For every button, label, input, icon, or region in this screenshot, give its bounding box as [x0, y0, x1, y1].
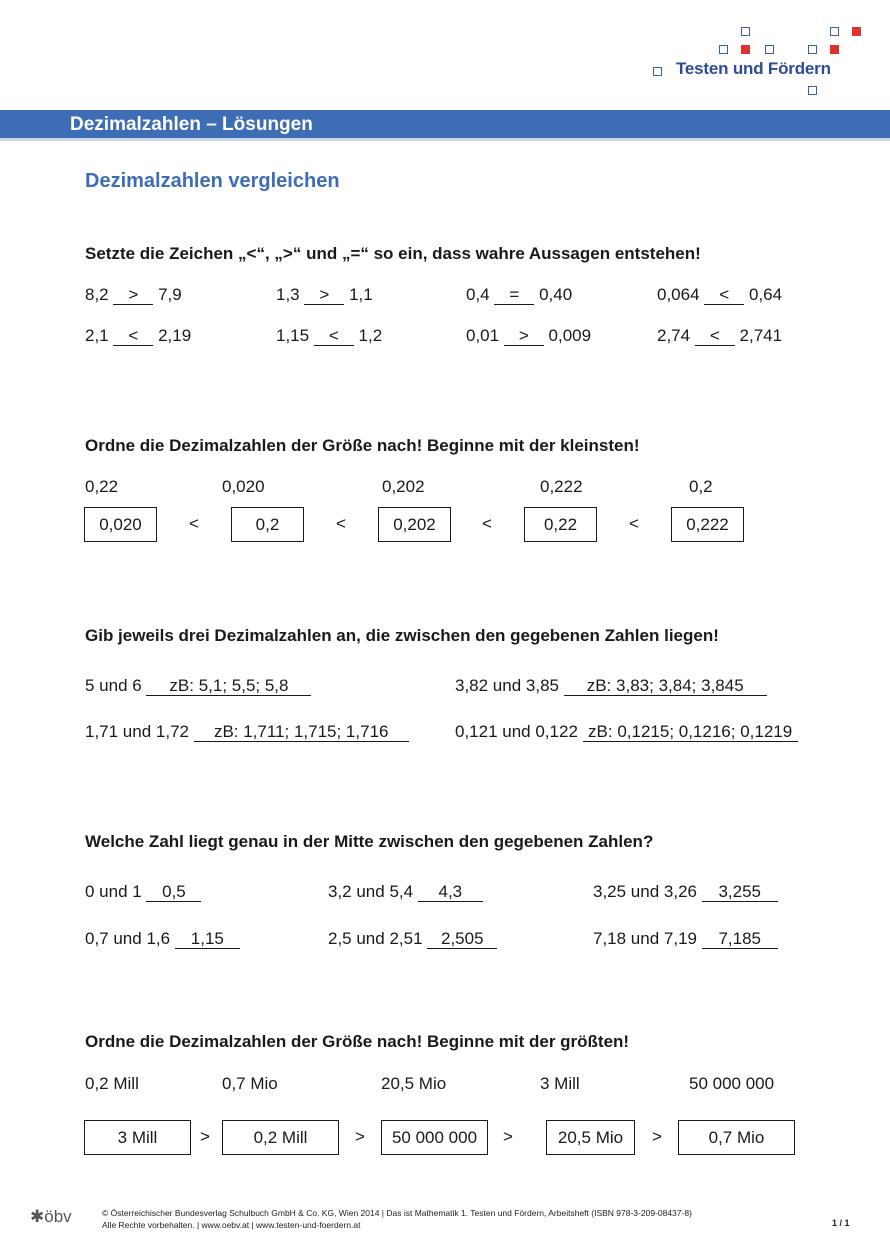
- between-label: 0,121 und 0,122: [455, 722, 583, 741]
- midpoint-answer: 0,5: [146, 882, 201, 902]
- comparison-right: 0,40: [534, 285, 573, 304]
- comparison-right: 7,9: [153, 285, 182, 304]
- between-label: 5 und 6: [85, 676, 147, 695]
- between-item: [455, 722, 798, 742]
- between-answer: zB: 3,83; 3,84; 3,845: [564, 676, 767, 696]
- comparison-left: 2,1: [85, 326, 114, 345]
- midpoint-label: 2,5 und 2,51: [328, 929, 428, 948]
- comparison-sign: <: [695, 326, 735, 346]
- answer-box: 0,7 Mio: [678, 1120, 795, 1155]
- footer-rights: Alle Rechte vorbehalten. | www.oebv.at | www.testen-und-foerdern.at: [102, 1220, 361, 1230]
- midpoint-item: [85, 882, 201, 902]
- relation-sign: <: [482, 514, 492, 533]
- answer-box: 0,202: [378, 507, 451, 542]
- answer-box: 0,22: [524, 507, 597, 542]
- comparison-sign: >: [304, 285, 344, 305]
- answer-box: 0,2: [231, 507, 304, 542]
- given-number: 0,22: [85, 477, 119, 496]
- comparison-sign: <: [704, 285, 744, 305]
- comparison-left: 0,064: [657, 285, 705, 304]
- relation-sign: >: [652, 1127, 662, 1146]
- answer-box: 50 000 000: [381, 1120, 488, 1155]
- comparison-left: 0,4: [466, 285, 495, 304]
- given-number: 0,2 Mill: [85, 1074, 139, 1093]
- midpoint-label: 7,18 und 7,19: [593, 929, 702, 948]
- page-number: 1 / 1: [832, 1218, 850, 1228]
- comparison-sign: <: [314, 326, 354, 346]
- midpoint-item: [328, 882, 483, 902]
- midpoint-label: 3,25 und 3,26: [593, 882, 702, 901]
- task3-instruction: Gib jeweils drei Dezimalzahlen an, die zwischen den gegebenen Zahlen liegen!: [85, 626, 719, 645]
- comparison-item: [466, 285, 572, 305]
- section-title: Dezimalzahlen vergleichen: [85, 170, 340, 192]
- comparison-right: 1,2: [353, 326, 383, 345]
- midpoint-answer: 7,185: [702, 929, 778, 949]
- between-item: [85, 722, 409, 742]
- footer-copyright: © Österreichischer Bundesverlag Schulbuch GmbH & Co. KG, Wien 2014 | Das ist Mathematik 1. Testen und Fördern, Arbeitsheft (ISBN 978-3-209-08437-8): [102, 1208, 692, 1218]
- task5-instruction: Ordne die Dezimalzahlen der Größe nach! Beginne mit der größten!: [85, 1032, 630, 1051]
- answer-box: 0,222: [671, 507, 744, 542]
- task2-instruction: Ordne die Dezimalzahlen der Größe nach! Beginne mit der kleinsten!: [85, 436, 640, 455]
- answer-box: 20,5 Mio: [546, 1120, 635, 1155]
- given-number: 0,202: [382, 477, 425, 496]
- banner-title: Dezimalzahlen – Lösungen: [70, 114, 313, 135]
- publisher-logo-text: öbv: [44, 1207, 72, 1226]
- given-number: 0,020: [222, 477, 265, 496]
- relation-sign: >: [355, 1127, 365, 1146]
- task4-instruction: Welche Zahl liegt genau in der Mitte zwischen den gegebenen Zahlen?: [85, 832, 654, 851]
- comparison-right: 2,19: [153, 326, 192, 345]
- answer-box: 0,020: [84, 507, 157, 542]
- midpoint-answer: 3,255: [702, 882, 778, 902]
- comparison-item: [276, 326, 382, 346]
- brand-name: Testen und Fördern: [676, 59, 831, 78]
- given-number: 20,5 Mio: [381, 1074, 447, 1093]
- relation-sign: <: [189, 514, 199, 533]
- relation-sign: <: [629, 514, 639, 533]
- comparison-left: 8,2: [85, 285, 114, 304]
- between-label: 3,82 und 3,85: [455, 676, 564, 695]
- midpoint-answer: 2,505: [427, 929, 497, 949]
- publisher-logo: [30, 1207, 72, 1227]
- given-number: 0,2: [689, 477, 713, 496]
- comparison-item: [657, 326, 782, 346]
- given-number: 3 Mill: [540, 1074, 580, 1093]
- comparison-left: 2,74: [657, 326, 695, 345]
- between-item: [85, 676, 311, 696]
- between-item: [455, 676, 767, 696]
- comparison-right: 1,1: [344, 285, 373, 304]
- comparison-sign: =: [494, 285, 534, 305]
- star-icon: ✱: [30, 1207, 45, 1226]
- midpoint-answer: 4,3: [418, 882, 483, 902]
- comparison-left: 1,15: [276, 326, 314, 345]
- answer-box: 0,2 Mill: [222, 1120, 339, 1155]
- banner-divider: [0, 138, 890, 141]
- comparison-item: [276, 285, 373, 305]
- midpoint-label: 3,2 und 5,4: [328, 882, 418, 901]
- comparison-right: 0,009: [543, 326, 592, 345]
- midpoint-answer: 1,15: [175, 929, 240, 949]
- between-label: 1,71 und 1,72: [85, 722, 194, 741]
- comparison-left: 0,01: [466, 326, 504, 345]
- given-number: 50 000 000: [689, 1074, 775, 1093]
- comparison-item: [85, 285, 182, 305]
- comparison-item: [657, 285, 782, 305]
- comparison-sign: >: [504, 326, 544, 346]
- relation-sign: >: [200, 1127, 210, 1146]
- comparison-right: 2,741: [734, 326, 783, 345]
- midpoint-label: 0,7 und 1,6: [85, 929, 175, 948]
- relation-sign: >: [503, 1127, 513, 1146]
- between-answer: zB: 1,711; 1,715; 1,716: [194, 722, 409, 742]
- midpoint-item: [593, 929, 778, 949]
- task1-instruction: Setzte die Zeichen „<“, „>“ und „=“ so ein, dass wahre Aussagen entstehen!: [85, 244, 701, 263]
- midpoint-item: [85, 929, 240, 949]
- midpoint-item: [593, 882, 778, 902]
- between-answer: zB: 0,1215; 0,1216; 0,1219: [583, 722, 798, 742]
- midpoint-label: 0 und 1: [85, 882, 147, 901]
- comparison-sign: >: [113, 285, 153, 305]
- between-answer: zB: 5,1; 5,5; 5,8: [146, 676, 311, 696]
- relation-sign: <: [336, 514, 346, 533]
- comparison-sign: <: [113, 326, 153, 346]
- midpoint-item: [328, 929, 497, 949]
- comparison-item: [85, 326, 191, 346]
- comparison-left: 1,3: [276, 285, 305, 304]
- answer-box: 3 Mill: [84, 1120, 191, 1155]
- given-number: 0,222: [540, 477, 583, 496]
- comparison-item: [466, 326, 591, 346]
- comparison-right: 0,64: [744, 285, 783, 304]
- given-number: 0,7 Mio: [222, 1074, 278, 1093]
